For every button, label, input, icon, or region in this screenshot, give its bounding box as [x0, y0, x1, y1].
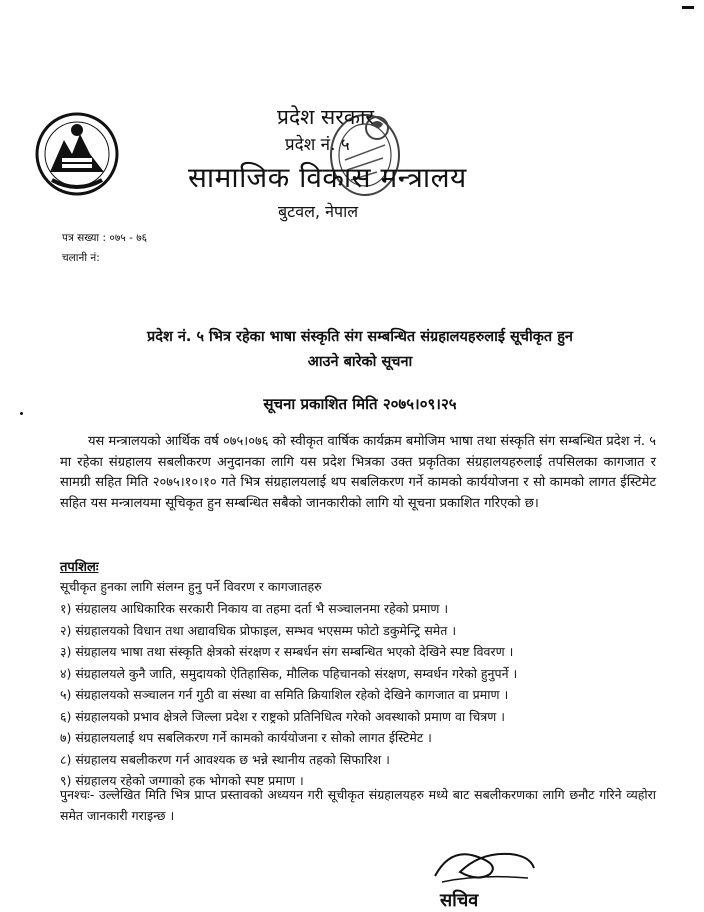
list-item: ३) संग्रहालय भाषा तथा संस्कृति क्षेत्रको संरक्षण र सम्बर्धन संग सम्बन्धित भएको देखिने स्पष्ट विवरण ।: [60, 644, 514, 659]
dispatch-number: चलानी नं:: [62, 252, 100, 264]
notice-subject: [70, 325, 650, 375]
list-item: ४) संग्रहालयले कुनै जाति, समुदायको ऐतिहासिक, मौलिक पहिचानको संरक्षण, सम्वर्धन गरेको हुनुपर्ने ।: [60, 665, 518, 681]
list-item: ९) संग्रहालय रहेको जग्गाको हक भोगको स्पष्ट प्रमाण ।: [60, 773, 304, 788]
signature: [430, 838, 540, 888]
list-item: १) संग्रहालय आधिकारिक सरकारी निकाय वा तहमा दर्ता भै सञ्चालनमा रहेको प्रमाण ।: [60, 601, 449, 616]
postscript-note: पुनश्चः- उल्लेखित मिति भित्र प्राप्त प्रस्तावको अध्ययन गरी सूचीकृत संग्रहालयहरु मध्ये बाट सबलीकरणका लागि छनौट गरिने व्यहोरा समेत जानकारी गराइन्छ ।: [60, 787, 656, 823]
government-emblem-icon: [32, 110, 122, 198]
publication-date: सूचना प्रकाशित मिति २०७५।०९।२५: [263, 395, 457, 413]
subject-line-2: आउने बारेको सूचना: [307, 354, 413, 370]
list-item: ६) संग्रहालयको प्रभाव क्षेत्रले जिल्ला प्रदेश र राष्ट्रको प्रतिनिधित्व गरेको अवस्थाको प्रमाण वा चित्रण ।: [60, 708, 505, 724]
office-location: बुटवल, नेपाल: [278, 202, 359, 221]
signatory-title: सचिव: [440, 890, 479, 911]
province-name: प्रदेश नं. ५: [285, 135, 350, 155]
stray-mark: [20, 412, 23, 415]
details-intro: सूचीकृत हुनका लागि संलग्न हुनु पर्ने विवरण र कागजातहरु: [60, 579, 322, 594]
list-item: २) संग्रहालयको विधान तथा अद्यावधिक प्रोफाइल, सम्भव भएसम्म फोटो डकुमेन्ट्रि समेत ।: [60, 622, 457, 638]
notice-body: यस मन्त्रालयको आर्थिक वर्ष ०७५।०७६ को स्वीकृत वार्षिक कार्यक्रम बमोजिम भाषा तथा संस्कृति संग सम्बन्धित प्रदेश नं. ५ मा रहेका संग्रहालय सबलीकरण अनुदानका लागि यस प्रदेश भित्रका उक्त प्रकृतिका संग्रहालयहरुलाई तपसिलका कागजात र सामग्री सहित मिति २०७५।१०।१० गते भित्र संग्रहालयलाई थप सबलिकरण गर्ने कामको कार्ययोजना र सो कामको लागत ईस्टिमेट सहित यस मन्त्रालयमा सूचिकृत हुन सम्बन्धित सबैको जानकारीको लागि यो सूचना प्रकाशित गरिएको छ।: [60, 434, 656, 511]
list-item: ५) संग्रहालयको सञ्चालन गर्न गुठी वा संस्था वा समिति क्रियाशिल रहेको देखिने कागजात वा प्रमाण ।: [60, 687, 509, 702]
requirements-list: [60, 598, 517, 792]
details-heading: तपशिलः: [60, 560, 99, 575]
reference-number: पत्र सख्या : ०७५ - ७६: [62, 232, 148, 244]
list-item: ७) संग्रहालयलाई थप सबलिकरण गर्ने कामको कार्ययोजना र सोको लागत ईस्टिमेट ।: [60, 730, 432, 745]
subject-line-1: प्रदेश नं. ५ भित्र रहेका भाषा संस्कृति संग सम्बन्धित संग्रहालयहरुलाई सूचीकृत हुन: [147, 329, 573, 345]
corner-mark: [682, 6, 694, 9]
list-item: ८) संग्रहालय सबलीकरण गर्न आवश्यक छ भन्ने स्थानीय तहको सिफारिश ।: [60, 751, 390, 767]
government-name: प्रदेश सरकार: [277, 105, 374, 129]
ministry-name: सामाजिक विकास मन्त्रालय: [188, 161, 467, 194]
